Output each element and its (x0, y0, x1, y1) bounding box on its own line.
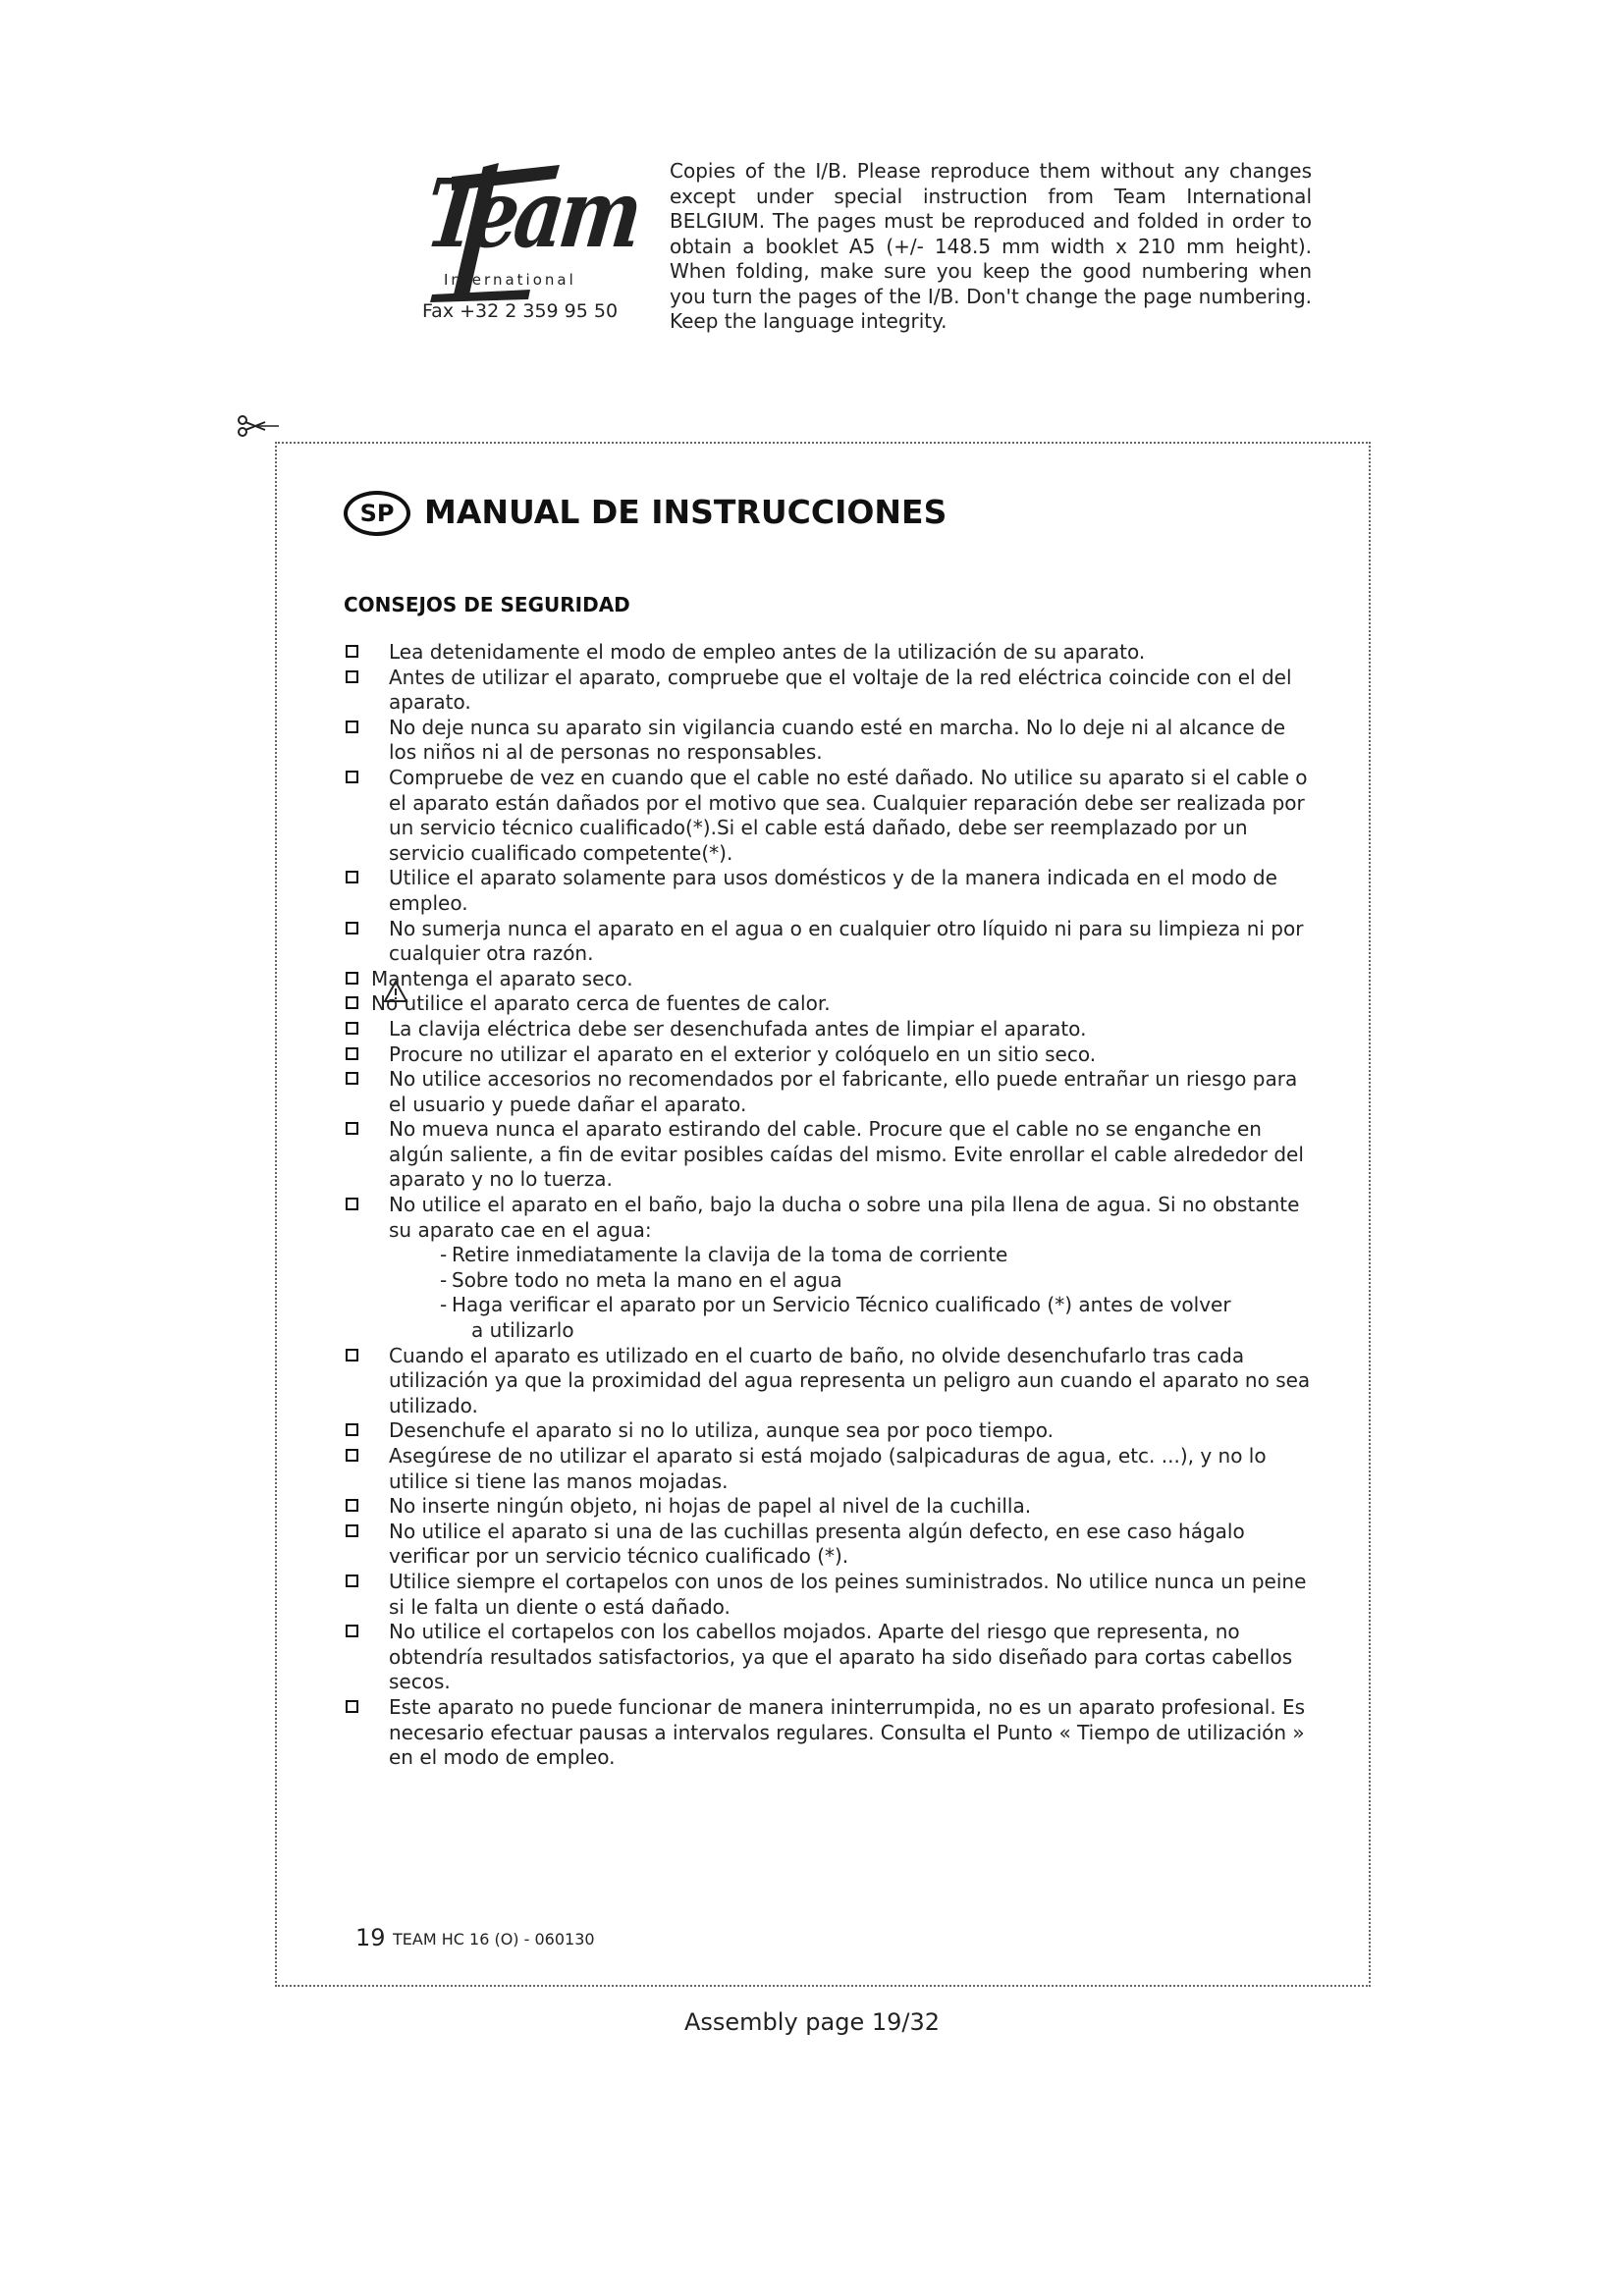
checkbox-square-icon (346, 1198, 358, 1210)
list-item (344, 1042, 1316, 1068)
list-item (344, 1067, 1316, 1117)
dash-marker: - (440, 1293, 448, 1317)
checkbox-square-icon (346, 1625, 358, 1637)
assembly-page-label: Assembly page 19/32 (683, 2008, 941, 2036)
list-item (344, 1017, 1316, 1042)
list-item-text: Asegúrese de no utilizar el aparato si está mojado (salpicaduras de agua, etc. ...), y no lo utilice si tiene las manos mojadas. (389, 1444, 1267, 1493)
list-item-text: La clavija eléctrica debe ser desenchufada antes de limpiar el aparato. (389, 1016, 1087, 1041)
list-item-text: Cuando el aparato es utilizado en el cuarto de baño, no olvide desenchufarlo tras cada utilización ya que la proximidad del agua representa un peligro aun cuando el aparato no sea utilizado. (389, 1343, 1311, 1417)
checkbox-square-icon (346, 1499, 358, 1512)
list-item (344, 1117, 1316, 1193)
checkbox-square-icon (346, 1700, 358, 1713)
team-logo-subtitle: International (444, 271, 576, 289)
checkbox-square-icon (346, 1072, 358, 1085)
list-item (344, 666, 1316, 716)
sub-list-item-text: Retire inmediatamente la clavija de la toma de corriente (452, 1243, 1008, 1267)
list-item (344, 1520, 1316, 1570)
list-item (344, 1444, 1316, 1494)
checkbox-square-icon (346, 1423, 358, 1436)
list-item (344, 1695, 1316, 1771)
list-item-text: No deje nunca su aparato sin vigilancia cuando esté en marcha. No lo deje ni al alcance de los niños ni al de personas no responsables. (389, 715, 1285, 765)
list-item-text: No utilice accesorios no recomendados por el fabricante, ello puede entrañar un riesgo para el usuario y puede dañar el aparato. (389, 1067, 1298, 1116)
list-item (344, 766, 1316, 866)
language-badge: SP (344, 491, 410, 536)
checkbox-square-icon (346, 1449, 358, 1462)
list-item (344, 640, 1316, 666)
list-item (344, 1418, 1316, 1444)
list-item-text: Desenchufe el aparato si no lo utiliza, aunque sea por poco tiempo. (389, 1418, 1055, 1443)
page-number: 19 (355, 1924, 386, 1951)
sub-list-item (344, 1268, 1316, 1294)
fax-number: Fax +32 2 359 95 50 (422, 300, 619, 322)
list-item-text: Utilice siempre el cortapelos con unos de los peines suministrados. No utilice nunca un peine si le falta un diente o está dañado. (389, 1569, 1307, 1619)
reproduction-note: Copies of the I/B. Please reproduce them without any changes except under special instruction from Team International BELGIUM. The pages must be reproduced and folded in order to obtain a booklet A5 (+/- 148.5 mm width x 210 mm height). When folding, make sure you keep the good numbering when you turn the pages of the I/B. Don't change the page numbering. Keep the language integrity. (670, 159, 1312, 333)
list-item-text: Este aparato no puede funcionar de manera ininterrumpida, no es un aparato profesional. Es necesario efectuar pausas a intervalos regulares. Consulta el Punto « Tiempo de utilización » en el modo de empleo. (389, 1694, 1306, 1770)
sub-list-item (344, 1293, 1316, 1318)
list-item-text: No utilice el aparato en el baño, bajo la ducha o sobre una pila llena de agua. Si no obstante su aparato cae en el agua: (389, 1193, 1300, 1242)
list-item-text: No utilice el aparato cerca de fuentes de calor. (371, 991, 831, 1016)
list-item-text: Antes de utilizar el aparato, compruebe que el voltaje de la red eléctrica coincide con el del aparato. (389, 665, 1292, 715)
checkbox-square-icon (346, 996, 358, 1009)
list-item-text: No utilice el aparato si una de las cuchillas presenta algún defecto, en ese caso hágalo verificar por un servicio técnico cualificado (*). (389, 1519, 1245, 1569)
checkbox-square-icon (346, 1349, 358, 1362)
checkbox-square-icon (346, 771, 358, 783)
list-item (344, 967, 1316, 992)
model-code: TEAM HC 16 (O) - 060130 (393, 1930, 595, 1949)
list-item-text: Compruebe de vez en cuando que el cable no esté dañado. No utilice su aparato si el cable o el aparato están dañados por el motivo que sea. Cualquier reparación debe ser realizada por un servicio técnico cualificado(*).Si el cable está dañado, debe ser reemplazado por un servicio cualificado competente(*). (389, 765, 1308, 865)
checkbox-square-icon (346, 1022, 358, 1035)
list-item (344, 1570, 1316, 1620)
list-item-text: No utilice el cortapelos con los cabellos mojados. Aparte del riesgo que representa, no obtendría resultados satisfactorios, ya que el aparato ha sido diseñado para cortas cabellos secos. (389, 1620, 1293, 1694)
checkbox-square-icon (346, 1524, 358, 1537)
checkbox-square-icon (346, 1122, 358, 1135)
checkbox-square-icon (346, 645, 358, 658)
list-item-text: Lea detenidamente el modo de empleo antes de la utilización de su aparato. (389, 640, 1146, 664)
list-item (344, 1620, 1316, 1695)
list-item-text: Procure no utilizar el aparato en el exterior y colóquelo en un sitio seco. (389, 1041, 1097, 1066)
checkbox-square-icon (346, 922, 358, 934)
sub-list-item-continuation: a utilizarlo (471, 1318, 574, 1343)
list-item (344, 866, 1316, 916)
sub-list-item-text: Haga verificar el aparato por un Servicio Técnico cualificado (*) antes de volver (452, 1293, 1231, 1317)
section-title: CONSEJOS DE SEGURIDAD (344, 593, 630, 616)
list-item-text: Utilice el aparato solamente para usos domésticos y de la manera indicada en el modo de empleo. (389, 866, 1277, 915)
checkbox-square-icon (346, 972, 358, 985)
list-item-text: No inserte ningún objeto, ni hojas de papel al nivel de la cuchilla. (389, 1494, 1032, 1519)
team-logo-word: Team (420, 158, 644, 269)
sub-list-item-text: Sobre todo no meta la mano en el agua (452, 1267, 842, 1292)
checkbox-square-icon (346, 1047, 358, 1060)
dash-marker: - (440, 1267, 448, 1292)
list-item-text: Mantenga el aparato seco. (371, 966, 633, 990)
list-item-text: No sumerja nunca el aparato en el agua o en cualquier otro líquido ni para su limpieza ni por cualquier otra razón. (389, 916, 1304, 966)
checkbox-square-icon (346, 1575, 358, 1587)
checkbox-square-icon (346, 871, 358, 883)
safety-list (344, 640, 1316, 1771)
scissors-icon (236, 412, 281, 440)
dash-marker: - (440, 1243, 448, 1267)
list-item (344, 1494, 1316, 1520)
list-item (344, 917, 1316, 967)
list-item-text: No mueva nunca el aparato estirando del cable. Procure que el cable no se enganche en algún saliente, a fin de evitar posibles caídas del mismo. Evite enrollar el cable alrededor del aparato y no lo tuerza. (389, 1117, 1304, 1192)
list-item (344, 716, 1316, 766)
checkbox-square-icon (346, 670, 358, 683)
list-item (344, 1344, 1316, 1419)
checkbox-square-icon (346, 721, 358, 733)
manual-title: MANUAL DE INSTRUCCIONES (424, 493, 947, 531)
list-item (344, 991, 1316, 1017)
sub-list-item (344, 1243, 1316, 1268)
list-item (344, 1193, 1316, 1243)
